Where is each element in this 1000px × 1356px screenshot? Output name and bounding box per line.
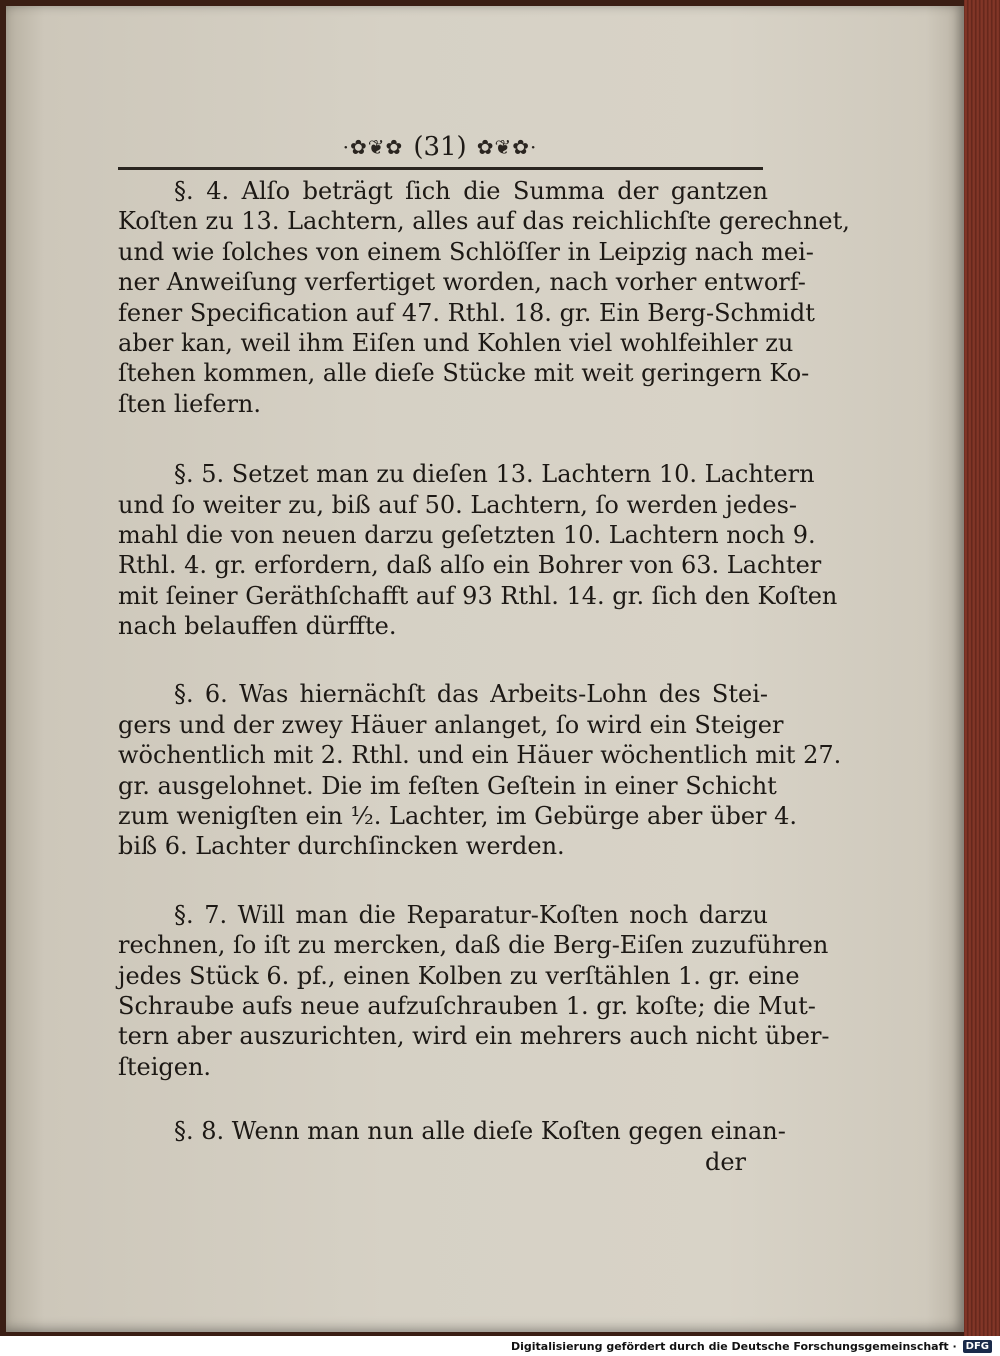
text-line: fener Specification auf 47. Rthl. 18. gr. Ein Berg-Schmidt	[118, 298, 815, 327]
page-number: (31)	[413, 132, 467, 162]
text-line: ner Anweiſung verfertiget worden, nach vorher entworf-	[118, 268, 806, 297]
text-line: wöchentlich mit 2. Rthl. und ein Häuer wöchentlich mit 27.	[118, 741, 842, 770]
text-line: Rthl. 4. gr. erfordern, daß alſo ein Bohrer von 63. Lachter	[118, 551, 822, 580]
paragraph-7	[118, 900, 830, 1082]
text-line: Schraube aufs neue aufzuſchrauben 1. gr. koſte; die Mut-	[118, 991, 816, 1020]
text-line: nach belauffen dürffte.	[118, 612, 397, 641]
text-line: gr. ausgelohnet. Die im feſten Geſtein in einer Schicht	[118, 771, 777, 800]
text-line: §. 6. Was hiernächſt das Arbeits-Lohn des Stei-	[174, 680, 768, 709]
text-line: §. 7. Will man die Reparatur-Koſten noch darzu	[174, 900, 768, 929]
text-line: zum wenigſten ein ½. Lachter, im Gebürge aber über 4.	[118, 802, 798, 831]
text-line: ſten liefern.	[118, 389, 262, 418]
text-line: mit ſeiner Geräthſchafft auf 93 Rthl. 14. gr. ſich den Koſten	[118, 581, 838, 610]
text-line: mahl die von neuen darzu geſetzten 10. Lachtern noch 9.	[118, 520, 816, 549]
text-line: Koſten zu 13. Lachtern, alles auf das reichlichſte gerechnet,	[118, 207, 850, 236]
footer-credit: Digitalisierung gefördert durch die Deutsche Forschungsgemeinschaft ·	[510, 1339, 957, 1353]
text-line: tern aber auszurichten, wird ein mehrers auch nicht über-	[118, 1022, 830, 1051]
paragraph-4	[118, 176, 850, 419]
page-header	[342, 130, 538, 164]
text-line: jedes Stück 6. pf., einen Kolben zu verſtählen 1. gr. eine	[118, 961, 800, 990]
text-line: gers und der zwey Häuer anlanget, ſo wird ein Steiger	[118, 710, 784, 739]
body-text	[118, 176, 850, 1177]
text-line: §. 5. Setzet man zu dieſen 13. Lachtern 10. Lachtern	[174, 460, 815, 489]
text-line: §. 4. Alſo beträgt ſich die Summa der gantzen	[174, 177, 768, 205]
text-line: aber kan, weil ihm Eiſen und Kohlen viel wohlfeihler zu	[118, 328, 794, 357]
text-line: und ſo weiter zu, biß auf 50. Lachtern, ſo werden jedes-	[118, 490, 798, 519]
paragraph-5	[118, 459, 838, 641]
book-edge	[964, 0, 1000, 1336]
paragraph-8	[118, 1116, 786, 1177]
dfg-logo-icon: DFG	[963, 1340, 992, 1353]
catchword: der	[704, 1147, 746, 1176]
footer-bar	[0, 1336, 1000, 1356]
paragraph-6	[118, 679, 842, 861]
text-line: rechnen, ſo iſt zu mercken, daß die Berg-Eiſen zuzuführen	[118, 931, 829, 960]
text-line: und wie ſolches von einem Schlöſſer in Leipzig nach mei-	[118, 237, 814, 266]
text-line: ſtehen kommen, alle dieſe Stücke mit weit geringern Ko-	[118, 359, 810, 388]
text-line: ſteigen.	[118, 1052, 212, 1081]
text-line: §. 8. Wenn man nun alle dieſe Koſten gegen einan-	[174, 1117, 786, 1146]
text-line: biß 6. Lachter durchſincken werden.	[118, 832, 565, 861]
ornament-left-icon: ·✿❦✿	[342, 135, 404, 159]
header-rule	[118, 167, 763, 170]
ornament-right-icon: ✿❦✿·	[476, 135, 538, 159]
